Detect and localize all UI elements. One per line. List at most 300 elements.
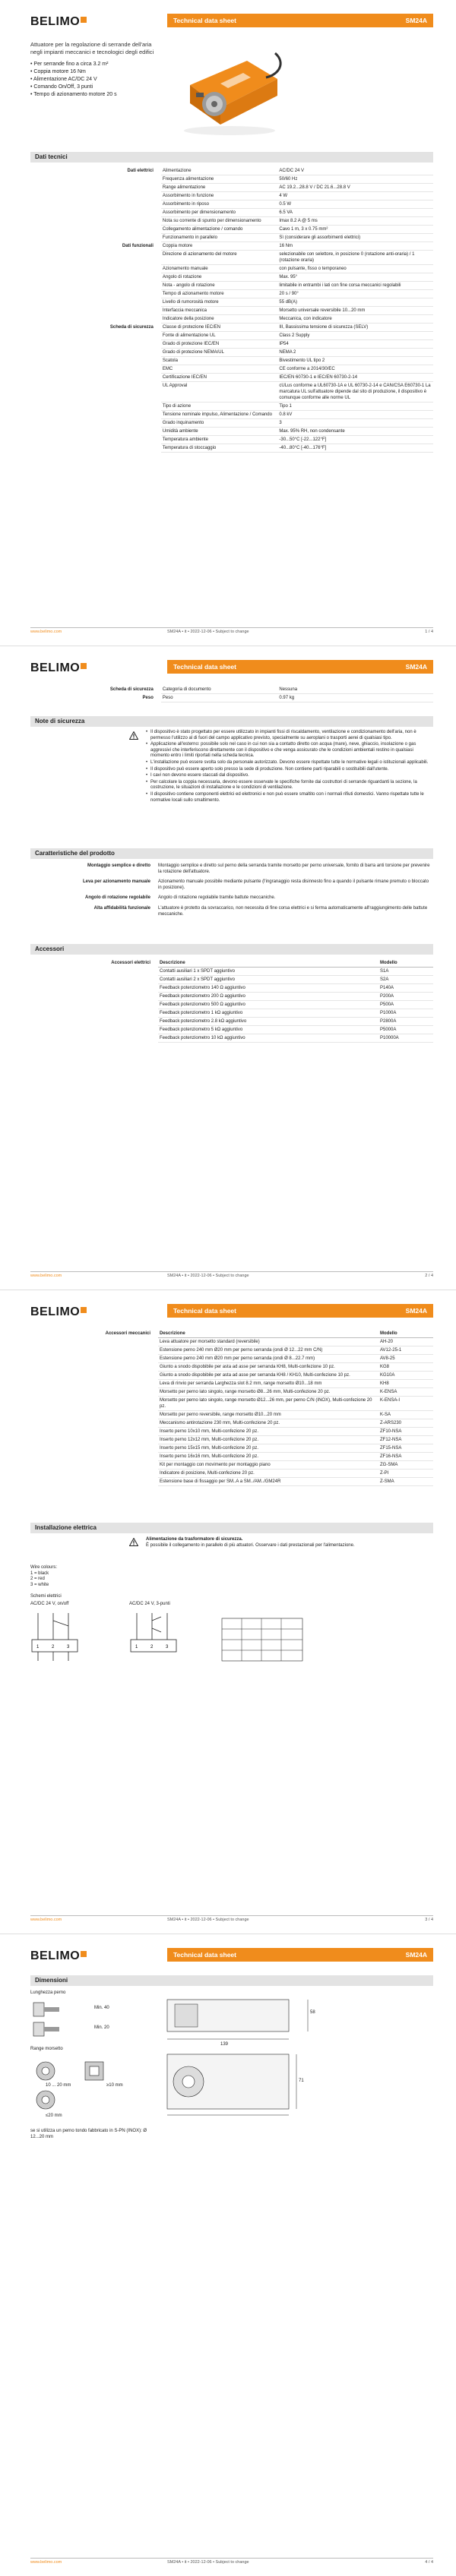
accessory-row <box>30 976 433 984</box>
dimension-139: 139 <box>220 2042 229 2047</box>
dimension-71: 71 <box>299 2079 304 2083</box>
spec-label: Assorbimento in funzione <box>161 192 277 200</box>
accessory-spacer <box>30 968 158 976</box>
spec-value: -30...50°C [-22...122°F] <box>277 436 433 444</box>
spec-label: Classe di protezione IEC/EN <box>161 324 277 332</box>
scheme-3point-label: AC/DC 24 V, 3-punti <box>129 1602 170 1606</box>
section-accessories: Accessori <box>30 944 433 955</box>
acc-category: Accessori elettrici <box>111 961 150 965</box>
spec-category <box>30 365 161 374</box>
accessory-model: Z-SMA <box>378 1478 433 1486</box>
safety-note: • Per calcolare la coppia necessaria, devono essere osservate le specifiche fornite dai costruttori di serrande riguardanti la sezione, la costruzione, le situazioni di installazione e le condizioni di ventilazione. <box>146 780 433 791</box>
feature-name: Angolo di rotazione regolabile <box>84 895 150 901</box>
accessory-description: Morsetto per perno lato singolo, range morsetto Ø8...26 mm, Multi-confezione 20 pz. <box>158 1388 378 1397</box>
spec-row <box>30 436 433 444</box>
spec-category <box>30 226 161 234</box>
accessory-spacer <box>30 1461 158 1470</box>
spec-value: Meccanica, con indicatore <box>277 315 433 324</box>
spec-category <box>30 357 161 365</box>
bullet: • Per serrande fino a circa 3.2 m² <box>30 61 160 68</box>
accessory-spacer <box>30 1411 158 1419</box>
spec-category <box>30 234 161 242</box>
section-dimensions: Dimensioni <box>30 1975 433 1986</box>
spec-row <box>30 315 433 324</box>
spec-label: UL Approval <box>161 382 277 402</box>
accessory-model: P5000A <box>378 1026 433 1034</box>
doc-title: Technical data sheet <box>173 1307 236 1315</box>
spec-label: Umidità ambiente <box>161 428 277 436</box>
spec-label: Grado di protezione NEMA/UL <box>161 349 277 357</box>
acc-category: Accessori meccanici <box>105 1331 150 1336</box>
spec-value: 3 <box>277 419 433 428</box>
wire-title: Wire colours: <box>30 1565 58 1570</box>
spec-label: Assorbimento in riposo <box>161 200 277 209</box>
spec-label: Nota su corrente di spunto per dimensionamento <box>161 217 277 226</box>
spec-value: selezionabile con selettore, in posizione 0 (rotazione anti-oraria) / 1 (rotazione oraria) <box>277 251 433 265</box>
accessory-row <box>30 1461 433 1470</box>
accessory-description: Estensione perno 240 mm Ø20 mm per perno serranda (ondi Ø 12...22 mm C/N) <box>158 1346 378 1355</box>
spec-row <box>30 365 433 374</box>
spec-value: con pulsante, fisso o temporaneo <box>277 265 433 273</box>
actuator-product-image <box>175 39 289 138</box>
footer-doc-info: SM24A • it • 2022-12-06 • Subject to change <box>167 1274 249 1278</box>
spec-value: 55 dB(A) <box>277 298 433 307</box>
spec-value: 16 Nm <box>277 242 433 251</box>
bullet: • Coppia motore 16 Nm <box>30 68 160 76</box>
spec-row <box>30 340 433 349</box>
intro-title: Attuatore per la regolazione di serrande dell'aria negli impianti meccanici e tecnologici degli edifici <box>30 41 154 55</box>
accessory-row <box>30 1444 433 1453</box>
spec-row <box>30 273 433 282</box>
accessory-description: Meccanismo antirotazione 230 mm, Multi-confezione 20 pz. <box>158 1419 378 1428</box>
spec-category <box>30 307 161 315</box>
spec-label: Angolo di rotazione <box>161 273 277 282</box>
spec-row <box>30 444 433 453</box>
model-name: SM24A <box>405 1307 427 1315</box>
page-header <box>30 1948 433 1966</box>
spec-category <box>30 374 161 382</box>
spec-category <box>30 175 161 184</box>
accessory-row <box>30 1009 433 1018</box>
page-header <box>30 14 433 32</box>
spec-row <box>30 349 433 357</box>
feature-row <box>30 879 433 891</box>
wire-3: 3 = white <box>30 1582 49 1587</box>
spec-row <box>30 192 433 200</box>
accessory-model: KG8 <box>378 1363 433 1372</box>
spec-category <box>30 217 161 226</box>
accessory-model: ZF16-NSA <box>378 1453 433 1461</box>
belimo-logo: BELIMO <box>30 661 87 675</box>
doc-title: Technical data sheet <box>173 17 236 24</box>
svg-text:3: 3 <box>67 1645 70 1649</box>
page-number: 1 / 4 <box>425 630 433 634</box>
spec-value: Cavo 1 m, 3 x 0.75 mm² <box>277 226 433 234</box>
footer-url[interactable]: www.belimo.com <box>30 630 62 634</box>
accessory-description: Contatti ausiliari 1 x SPDT aggiuntivo <box>158 968 378 976</box>
accessory-description: Feedback potenziometro 2.8 kΩ aggiuntivo <box>158 1018 378 1026</box>
accessory-model: ZF12-NSA <box>378 1436 433 1444</box>
belimo-logo: BELIMO <box>30 1949 87 1963</box>
electrical-accessories-table <box>30 959 433 1043</box>
accessory-row <box>30 1363 433 1372</box>
accessory-model: ZG-SMA <box>378 1461 433 1470</box>
spec-value: Morsetto universale reversibile 10...20 mm <box>277 307 433 315</box>
spec-row <box>30 290 433 298</box>
page-number: 3 / 4 <box>425 1918 433 1922</box>
accessory-spacer <box>30 1478 158 1486</box>
spec-label: Funzionamento in parallelo <box>161 234 277 242</box>
spec-label: Direzione di azionamento del motore <box>161 251 277 265</box>
spec-label: Livello di rumorosità motore <box>161 298 277 307</box>
accessory-row <box>30 1411 433 1419</box>
spec-row <box>30 411 433 419</box>
feature-name: Montaggio semplice e diretto <box>87 863 150 868</box>
bullet: • Tempo di azionamento motore 20 s <box>30 91 160 99</box>
tech-data-table-cont <box>30 686 433 702</box>
electrical-note <box>146 1537 433 1548</box>
accessory-model: P500A <box>378 1001 433 1009</box>
accessory-model: P2800A <box>378 1018 433 1026</box>
col-model: Modello <box>378 1330 433 1338</box>
accessory-spacer <box>30 1363 158 1372</box>
spec-label: Temperatura ambiente <box>161 436 277 444</box>
spec-label: Tipo di azione <box>161 402 277 411</box>
accessory-row <box>30 1453 433 1461</box>
safety-note: • I cavi non devono essere staccati dal dispositivo. <box>146 773 433 779</box>
section-electrical: Installazione elettrica <box>30 1523 433 1533</box>
accessory-description: Giunto a snodo dispobibile per asta ad asse per serranda KH8, Multi-confezione 10 pz. <box>158 1363 378 1372</box>
accessory-row <box>30 1026 433 1034</box>
spec-value: 50/60 Hz <box>277 175 433 184</box>
accessory-model: ZF10-NSA <box>378 1428 433 1436</box>
accessory-description: Leva attuatore per morsetto standard (reversibile) <box>158 1338 378 1346</box>
clamp-range-3: ≤20 mm <box>46 2114 62 2118</box>
safety-note: • Il dispositivo può essere aperto solo presso la sede di produzione. Non contiene parti riparabili o sostituibili dall'utente. <box>146 767 433 773</box>
spec-category <box>30 184 161 192</box>
spec-category <box>30 200 161 209</box>
page-header <box>30 660 433 678</box>
feature-text: Angolo di rotazione regolabile tramite battute meccaniche. <box>158 895 276 901</box>
spec-value: limitabile in entrambi i lati con fine corsa meccanici regolabili <box>277 282 433 290</box>
page-footer <box>30 2558 433 2565</box>
accessory-description: Inserto perno 16x16 mm, Multi-confezione 20 pz. <box>158 1453 378 1461</box>
spec-row <box>30 175 433 184</box>
spec-row <box>30 251 433 265</box>
spec-category: Peso <box>142 695 154 700</box>
spec-label: Certificazione IEC/EN <box>161 374 277 382</box>
feature-row <box>30 895 433 901</box>
spec-value: Max. 95° <box>277 273 433 282</box>
schemes-title: Schemi elettrici <box>30 1594 62 1599</box>
spec-label: EMC <box>161 365 277 374</box>
spec-label: Range alimentazione <box>161 184 277 192</box>
spec-label: Frequenza alimentazione <box>161 175 277 184</box>
doc-title: Technical data sheet <box>173 663 236 671</box>
spec-value: Nessuna <box>277 686 433 694</box>
spec-category <box>30 402 161 411</box>
model-name: SM24A <box>405 663 427 671</box>
accessory-description: Morsetto per perno lato singolo, range morsetto Ø12...26 mm, per perno C/N (INOX), Multi-confezione 20 pz. <box>158 1397 378 1411</box>
accessory-spacer <box>30 1346 158 1355</box>
spec-category <box>30 192 161 200</box>
footer-url[interactable]: www.belimo.com <box>30 1274 62 1278</box>
spec-value: 0.97 kg <box>277 694 433 702</box>
accessory-row <box>30 1478 433 1486</box>
spec-row <box>30 324 433 332</box>
accessory-row <box>30 1018 433 1026</box>
spec-category: Dati elettrici <box>127 169 154 173</box>
spec-row <box>30 402 433 411</box>
safety-note: • L'installazione può essere svolta solo da personale autorizzato. Devono essere rispettate tutte le normative legali o istituzionali applicabili. <box>146 760 433 766</box>
feature-text: Montaggio semplice e diretto sul perno della serranda tramite morsetto per perno universale, fornito di barra anti torsione per prevenire la rotazione dell'attuatore. <box>158 863 430 874</box>
belimo-logo: BELIMO <box>30 1305 87 1319</box>
accessory-spacer <box>30 1388 158 1397</box>
section-tech-data: Dati tecnici <box>30 152 433 163</box>
spec-value: NEMA 2 <box>277 349 433 357</box>
spec-category <box>30 444 161 453</box>
accessory-description: Feedback potenziometro 200 Ω aggiuntivo <box>158 993 378 1001</box>
accessory-description: Inserto perno 12x12 mm, Multi-confezione 20 pz. <box>158 1436 378 1444</box>
accessory-model: AH-20 <box>378 1338 433 1346</box>
spec-category <box>30 436 161 444</box>
warning-triangle-icon <box>129 1538 138 1546</box>
wiring-diagram-3point <box>129 1609 213 1670</box>
svg-text:1: 1 <box>135 1645 138 1649</box>
page-header <box>30 1304 433 1322</box>
spec-category: Scheda di sicurezza <box>109 324 154 330</box>
page-3 <box>0 1290 456 1934</box>
spec-label: Grado inquinamento <box>161 419 277 428</box>
feature-text: L'attuatore è protetto da sovraccarico, non necessita di fine corsa elettrici e si ferma automaticamente all'raggiungimento delle battute meccaniche. <box>158 905 428 917</box>
spec-label: Categoria di documento <box>161 686 277 694</box>
spec-row <box>30 200 433 209</box>
accessory-spacer <box>30 1372 158 1380</box>
dimensions-note: se si utilizza un perno tondo fabbricato in S-PN (INOX): Ø 12...20 mm <box>30 2129 147 2139</box>
spec-value: AC 19.2...28.8 V / DC 21.6...28.8 V <box>277 184 433 192</box>
model-name: SM24A <box>405 17 427 24</box>
title-bar <box>167 14 433 27</box>
spec-category <box>30 428 161 436</box>
accessory-spacer <box>30 1001 158 1009</box>
mechanical-accessories-table <box>30 1330 433 1486</box>
accessory-spacer <box>30 1026 158 1034</box>
accessory-spacer <box>30 993 158 1001</box>
shaft-min-20: Min. 20 <box>94 2025 109 2030</box>
accessory-description: Feedback potenziometro 10 kΩ aggiuntivo <box>158 1034 378 1043</box>
spec-label: Collegamento alimentazione / comando <box>161 226 277 234</box>
accessory-row <box>30 1034 433 1043</box>
accessory-model: AV8-25 <box>378 1355 433 1363</box>
warning-triangle-icon <box>129 731 138 740</box>
spec-category <box>30 315 161 324</box>
footer-url[interactable]: www.belimo.com <box>30 1918 62 1922</box>
accessory-model: S2A <box>378 976 433 984</box>
spec-value: IEC/EN 60730-1 e IEC/EN 60730-2-14 <box>277 374 433 382</box>
spec-value: Class 2 Supply <box>277 332 433 340</box>
accessory-model: Z-ARS230 <box>378 1419 433 1428</box>
spec-row <box>30 307 433 315</box>
safety-note: • Il dispositivo è stato progettato per essere utilizzato in impianti fissi di riscaldamento, ventilazione e condizionamento dell'aria, non è permesso l'utilizzo al di fuori del campo applicativo previsto, specialmente su aeroplani o trasporti aerei di qualsiasi tipo. <box>146 730 433 741</box>
wire-colours <box>30 1565 57 1588</box>
feature-text: Azionamento manuale possibile mediante pulsante (l'ingranaggio resta disinnesto fino a quando il pulsante rimane premuto o bloccato in posizione). <box>158 879 429 890</box>
spec-label: Temperatura di stoccaggio <box>161 444 277 453</box>
clamp-range-title: Range morsetto <box>30 2047 63 2051</box>
feature-row <box>30 906 433 917</box>
accessory-spacer <box>30 1018 158 1026</box>
spec-value: 6.5 VA <box>277 209 433 217</box>
accessory-row <box>30 984 433 993</box>
spec-value: AC/DC 24 V <box>277 167 433 175</box>
page-4 <box>0 1934 456 2576</box>
spec-value: III, Bassissima tensione di sicurezza (SELV) <box>277 324 433 332</box>
svg-text:1: 1 <box>36 1645 40 1649</box>
spec-category: Scheda di sicurezza <box>109 687 154 692</box>
page-footer <box>30 1271 433 1279</box>
accessory-description: Morsetto per perno reversibile, range morsetto Ø10...20 mm <box>158 1411 378 1419</box>
accessory-model: K-SA <box>378 1411 433 1419</box>
shaft-length-title: Lunghezza perno <box>30 1990 66 1995</box>
electrical-note-text: È possibile il collegamento in parallelo di più attuatori. Osservare i dati prestazionali per l'alimentazione. <box>146 1542 355 1548</box>
spec-row <box>30 419 433 428</box>
shaft-length-diagram <box>30 1998 91 2041</box>
spec-row <box>30 298 433 307</box>
accessory-model: P140A <box>378 984 433 993</box>
spec-category <box>30 273 161 282</box>
spec-value: Max. 95% RH, non condensante <box>277 428 433 436</box>
spec-value: Bivestimento UL tipo 2 <box>277 357 433 365</box>
spec-category <box>30 251 161 265</box>
spec-category <box>30 265 161 273</box>
spec-row <box>30 234 433 242</box>
spec-category <box>30 382 161 402</box>
accessory-spacer <box>30 976 158 984</box>
title-bar <box>167 1304 433 1318</box>
actuator-dimension-drawing <box>160 1992 319 2121</box>
belimo-logo: BELIMO <box>30 15 87 29</box>
accessory-model: KH8 <box>378 1380 433 1388</box>
spec-category: Dati funzionali <box>122 243 154 248</box>
spec-row <box>30 265 433 273</box>
svg-text:2: 2 <box>52 1645 55 1649</box>
accessory-spacer <box>30 1453 158 1461</box>
doc-title: Technical data sheet <box>173 1951 236 1959</box>
footer-doc-info: SM24A • it • 2022-12-06 • Subject to change <box>167 630 249 634</box>
model-name: SM24A <box>405 1951 427 1959</box>
spec-category <box>30 411 161 419</box>
accessory-model: Z-PI <box>378 1470 433 1478</box>
accessory-description: Contatti ausiliari 2 x SPDT aggiuntivo <box>158 976 378 984</box>
safety-note: • Il dispositivo contiene componenti elettrici ed elettronici e non può essere smaltito con i normali rifiuti domestici. Vanno rispettate tutte le normative locali sullo smaltimento. <box>146 792 433 803</box>
spec-label: Interfaccia meccanica <box>161 307 277 315</box>
title-bar <box>167 1948 433 1962</box>
svg-text:3: 3 <box>166 1645 169 1649</box>
accessory-model: P1000A <box>378 1009 433 1018</box>
accessory-description: Feedback potenziometro 500 Ω aggiuntivo <box>158 1001 378 1009</box>
spec-label: Nota - angolo di rotazione <box>161 282 277 290</box>
col-model: Modello <box>378 959 433 968</box>
spec-row <box>30 209 433 217</box>
accessory-spacer <box>30 1428 158 1436</box>
spec-row <box>30 282 433 290</box>
accessory-model: K-ENSA <box>378 1388 433 1397</box>
spec-row <box>30 428 433 436</box>
accessory-description: Feedback potenziometro 5 kΩ aggiuntivo <box>158 1026 378 1034</box>
spec-category <box>30 209 161 217</box>
accessory-row <box>30 1001 433 1009</box>
accessory-description: Feedback potenziometro 140 Ω aggiuntivo <box>158 984 378 993</box>
accessory-spacer <box>30 1419 158 1428</box>
accessory-spacer <box>30 1380 158 1388</box>
accessory-spacer <box>30 1470 158 1478</box>
spec-category <box>30 419 161 428</box>
spec-label: Tempo di azionamento motore <box>161 290 277 298</box>
accessory-description: Indicatore di posizione, Multi-confezione 20 pz. <box>158 1470 378 1478</box>
spec-row <box>30 694 433 702</box>
spec-value: 4 W <box>277 192 433 200</box>
accessory-row <box>30 1346 433 1355</box>
spec-value: CE conforme a 2014/30/EC <box>277 365 433 374</box>
accessory-row <box>30 1355 433 1363</box>
accessory-description: Estensione perno 240 mm Ø20 mm per perno serranda (ondi Ø 8...22.7 mm) <box>158 1355 378 1363</box>
accessory-model: ZF15-NSA <box>378 1444 433 1453</box>
product-intro <box>30 41 160 99</box>
accessory-row <box>30 968 433 976</box>
accessory-model: K-ENSA-I <box>378 1397 433 1411</box>
shaft-min-40: Min. 40 <box>94 2006 109 2010</box>
accessory-description: Estensione base di fissaggio per SM..A a SM../AM../GM24R <box>158 1478 378 1486</box>
accessory-row <box>30 993 433 1001</box>
accessory-description: Inserto perno 10x10 mm, Multi-confezione 20 pz. <box>158 1428 378 1436</box>
spec-row <box>30 382 433 402</box>
title-bar <box>167 660 433 674</box>
page-2 <box>0 646 456 1290</box>
spec-value: 0.5 W <box>277 200 433 209</box>
accessory-row <box>30 1397 433 1411</box>
wiring-diagram-on-off <box>30 1609 114 1670</box>
accessory-description: Leva di rinvio per serranda Larghezza slot 8.2 mm, range morsetto Ø10...18 mm <box>158 1380 378 1388</box>
accessory-spacer <box>30 1444 158 1453</box>
page-number: 2 / 4 <box>425 1274 433 1278</box>
footer-url[interactable]: www.belimo.com <box>30 2560 62 2565</box>
feature-row <box>30 863 433 875</box>
accessory-model: KG10A <box>378 1372 433 1380</box>
col-description: Descrizione <box>158 959 378 968</box>
bullet: • Alimentazione AC/DC 24 V <box>30 76 160 84</box>
footer-doc-info: SM24A • it • 2022-12-06 • Subject to change <box>167 1918 249 1922</box>
accessory-row <box>30 1436 433 1444</box>
accessory-row <box>30 1419 433 1428</box>
bullet: • Comando On/Off, 3 punti <box>30 84 160 91</box>
spec-value: 0.8 kV <box>277 411 433 419</box>
accessory-row <box>30 1470 433 1478</box>
wire-1: 1 = black <box>30 1571 49 1576</box>
clamp-range-1: 10 ... 20 mm <box>46 2083 71 2088</box>
accessory-spacer <box>30 1436 158 1444</box>
spec-row <box>30 332 433 340</box>
accessory-model: S1A <box>378 968 433 976</box>
spec-label: Scatola <box>161 357 277 365</box>
spec-value: cULus conforme a UL60730-1A e UL 60730-2-14 e CAN/CSA E60730-1 La marcatura UL sull'attuatore dipende dal sito di produzione, il dispositivo è comunque conforme alle norme UL <box>277 382 433 402</box>
page-footer <box>30 627 433 635</box>
wire-2: 2 = red <box>30 1577 45 1582</box>
feature-name: Leva per azionamento manuale <box>82 879 150 885</box>
scheme-on-off-label: AC/DC 24 V, on/off <box>30 1602 69 1606</box>
section-product-features: Caratteristiche del prodotto <box>30 848 433 859</box>
spec-value: -40...80°C [-40...176°F] <box>277 444 433 453</box>
accessory-spacer <box>30 1034 158 1043</box>
safety-note: • Applicazione all'esterno: possibile solo nel caso in cui non sia a contatto diretto con acqua (mare), neve, ghiaccio, insolazione o gas aggressivi che interferiscono direttamente con il dispositivo e che venga assicurato che le condizioni ambientali restino in qualsiasi momento entro i limiti riportati nella scheda tecnica. <box>146 742 433 759</box>
